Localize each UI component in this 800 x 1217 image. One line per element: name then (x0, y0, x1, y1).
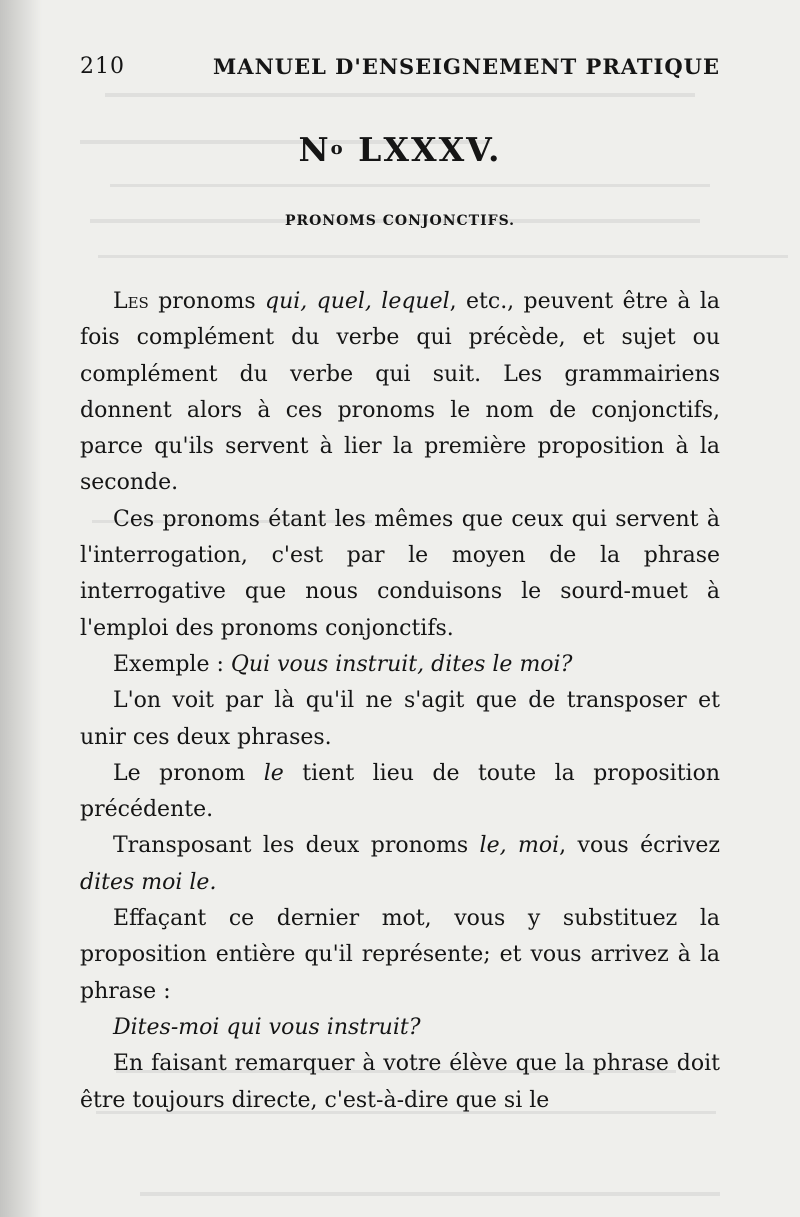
paragraph-1-text-1: pronoms (148, 289, 265, 314)
paragraph-7: Effaçant ce dernier mot, vous y substituez la proposition entière qu'il représente; et vous arrivez à la phrase : (80, 906, 720, 1004)
paragraph-6-text-2: , vous écrivez (559, 833, 720, 859)
paragraph-5 (80, 756, 720, 829)
paragraph-2: Ces pronoms étant les mêmes que ceux qui servent à l'interrogation, c'est par le moyen de la phrase interrogative que nous conduisons le sourd-muet à l'emploi des pronoms conjonctifs. (80, 506, 720, 641)
paragraph-5-italic: le (263, 760, 284, 786)
paragraph-1 (80, 284, 720, 502)
paragraph-example-label: Exemple : (113, 651, 231, 677)
paragraph-example (80, 647, 720, 683)
paragraph-6-italic-2: dites moi le. (80, 869, 217, 895)
paragraph-example-italic: Qui vous instruit, dites le moi? (230, 651, 573, 677)
page-gutter-shadow (0, 0, 42, 1217)
paragraph-8: Dites-moi qui vous instruit? (113, 1014, 421, 1040)
section-number-superscript: o (330, 138, 345, 159)
running-title: MANUEL D'ENSEIGNEMENT PRATIQUE (213, 53, 720, 79)
paragraph-5-text-1: Le pronom (113, 760, 264, 786)
paragraph-4: L'on voit par là qu'il ne s'agit que de transposer et unir ces deux phrases. (80, 688, 720, 750)
paragraph-6-text-1: Transposant les deux pronoms (113, 833, 480, 859)
paragraph-1-italic-pronouns: qui, quel, lequel (264, 289, 450, 314)
paragraph-1-lead: Les (113, 289, 149, 314)
section-subtitle: PRONOMS CONJONCTIFS. (284, 213, 516, 229)
paragraph-9: En faisant remarquer à votre élève que la phrase doit être toujours directe, c'est-à-dire que si le (80, 1051, 720, 1113)
paragraph-6 (80, 828, 720, 901)
paragraph-1-text-2: , etc., peuvent être à la fois complément du verbe qui précède, et sujet ou complément du verbe qui suit. Les grammairiens donnent alors à ces pronoms le nom de conjonctifs, parce qu'ils servent à lier la première proposition à la seconde. (80, 289, 721, 496)
page-header (80, 46, 720, 86)
page-number: 210 (80, 53, 125, 79)
section-number-roman: LXXXV. (344, 130, 502, 169)
main-text (80, 284, 720, 1119)
paragraph-6-italic-1: le, moi (479, 833, 560, 859)
section-number (0, 130, 800, 169)
paragraph-5-text-2: tient lieu de toute la proposition précédente. (80, 760, 720, 823)
section-number-prefix: N (298, 130, 331, 169)
